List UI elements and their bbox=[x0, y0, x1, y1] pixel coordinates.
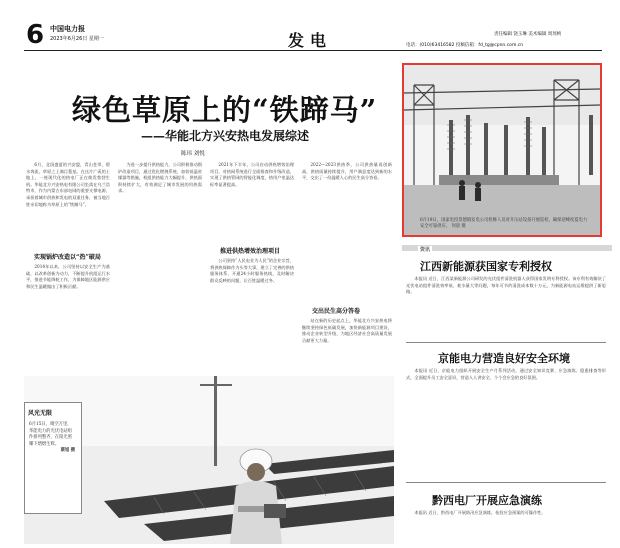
contact-line: 电话：(010)63416582 投稿信箱：fd_tg@cpnn.com.cn bbox=[406, 43, 524, 48]
paper-date: 2023年6月26日 星期一 bbox=[50, 36, 104, 42]
poem-text bbox=[29, 422, 75, 455]
page-number: 6 bbox=[26, 20, 45, 50]
feature-column-3 bbox=[210, 162, 294, 238]
feature-subhead-2: 推进供热增效治理项目 bbox=[220, 248, 281, 255]
poem-credit: 蔡旭 摄 bbox=[60, 448, 75, 453]
feature-column-4 bbox=[302, 162, 392, 298]
paragraph: 2022—2023供热季，公司供热量再创新高，供热质量持续提升，用户满意度达到新的水平，交出了一份温暖人心的民生高分答卷。 bbox=[302, 162, 392, 181]
paragraph: 6月，北国盛夏的兴安盟，青山苍翠，碧水奔流，草原之上满目葱茏。在这片广袤的土地上，一座现代化的热电厂正在焕发勃勃生机。华能北方兴安热电有限公司坐落在乌兰浩特市，作为内蒙古东部电网的重要支撑电源，承担着城市供热和发电的双重任务，被当地百姓亲切地称为草原上的“铁蹄马”。 bbox=[26, 162, 110, 207]
article-3-body bbox=[406, 510, 606, 544]
feature-column-2 bbox=[118, 162, 202, 368]
news-band bbox=[402, 245, 612, 251]
paragraph: 2014年以来，公司坚持以安全生产为基础，以改革创新为动力，不断提升机组运行水平，推进节能降耗工作，为保障地区能源供应和民生温暖做出了积极贡献。 bbox=[26, 264, 110, 289]
article-divider bbox=[406, 482, 606, 483]
feature-column-3b bbox=[210, 258, 294, 368]
news-band-label: 资讯 bbox=[420, 247, 431, 253]
article-3-headline: 黔西电厂开展应急演练 bbox=[432, 494, 542, 507]
paragraph: 本报讯 近日，江西某新能源公司研发的光伏组件清洗机器人获得国家发明专利授权。该专利有效解决了光伏电站组件清洗效率低、耗水量大等问题，每年可节约清洗成本数十万元，为新能源电站运维提供了新思路。 bbox=[406, 276, 606, 295]
feature-subhead-3: 交出民生高分答卷 bbox=[312, 308, 361, 315]
substation-photo-caption bbox=[420, 218, 590, 230]
newspaper-page bbox=[6, 6, 612, 548]
paragraph: 站在新的历史起点上，华能北方兴安热电将继续坚持绿色低碳发展，加快新能源项目建设，推动企业转型升级，为地区经济社会高质量发展贡献更大力量。 bbox=[302, 318, 392, 343]
substation-photo bbox=[402, 63, 602, 237]
feature-byline: 陈玮 刘悦 bbox=[181, 151, 205, 157]
section-title: 发电 bbox=[288, 31, 333, 50]
feature-column-1 bbox=[26, 162, 110, 244]
substation-illustration bbox=[404, 65, 600, 235]
article-1-headline: 江西新能源获国家专利授权 bbox=[420, 260, 552, 273]
article-1-body bbox=[406, 276, 606, 336]
paragraph: 为进一步提升供热能力，公司积极推动锅炉改造项目，通过优化燃烧系统、加装低温省煤器等措施，机组供热能力大幅提升，供热面积持续扩大，有效满足了城市发展的用热需求。 bbox=[118, 162, 202, 194]
feature-subhead-1: 实现锅炉改造以“热”破局 bbox=[34, 254, 101, 261]
paragraph: 公司坚持“人民电业为人民”的企业宗旨，将供热保障作为头等大事，建立了完善的供热服务体系，开通24小时服务热线，及时解决群众反映的问题，让百姓温暖过冬。 bbox=[210, 258, 294, 283]
article-2-headline: 京能电力营造良好安全环境 bbox=[438, 352, 570, 365]
feature-headline: 绿色草原上的“铁蹄马” bbox=[72, 93, 378, 127]
feature-column-4b bbox=[302, 318, 392, 370]
feature-subheadline: ——华能北方兴安热电发展综述 bbox=[141, 129, 310, 143]
paragraph: 本报讯 近日，黔西电厂开展防汛应急演练，检验应急预案的可操作性。 bbox=[414, 510, 546, 515]
paragraph: 2021年下半年，公司启动供热增效治理项目，对热网系统进行全面排查和升级改造，实现了供热管网的智能化调度，热用户室温达标率显著提高。 bbox=[210, 162, 294, 187]
article-2-body bbox=[406, 368, 606, 478]
paragraph: 本报讯 近日，京能电力组织开展安全生产月系列活动，通过安全知识竞赛、应急演练、隐患排查等形式，全面提升员工安全意识，营造人人讲安全、个个会应急的良好氛围。 bbox=[406, 368, 606, 380]
paper-name: 中国电力报 bbox=[50, 25, 85, 33]
poem-body: 6月15日，晴空万里，华能电力的光伏电站组件排列整齐，在阳光照耀下熠熠生辉。 bbox=[29, 422, 72, 447]
masthead bbox=[6, 6, 612, 54]
article-divider bbox=[406, 342, 606, 343]
poem-title: 风光无限 bbox=[28, 410, 53, 417]
poem-box bbox=[24, 402, 82, 514]
feature-column-1b bbox=[26, 264, 110, 368]
caption-text: 6月19日，国家电投景德镇发电公司检修人员对升压站设备开展巡检，确保迎峰度夏电力安全可靠供应。 bbox=[420, 218, 588, 229]
caption-credit: 何晨 摄 bbox=[451, 224, 466, 229]
editors-line: 责任编辑 饶玉琳 美术编辑 周瑶桢 bbox=[494, 32, 562, 37]
masthead-rule bbox=[24, 50, 602, 51]
